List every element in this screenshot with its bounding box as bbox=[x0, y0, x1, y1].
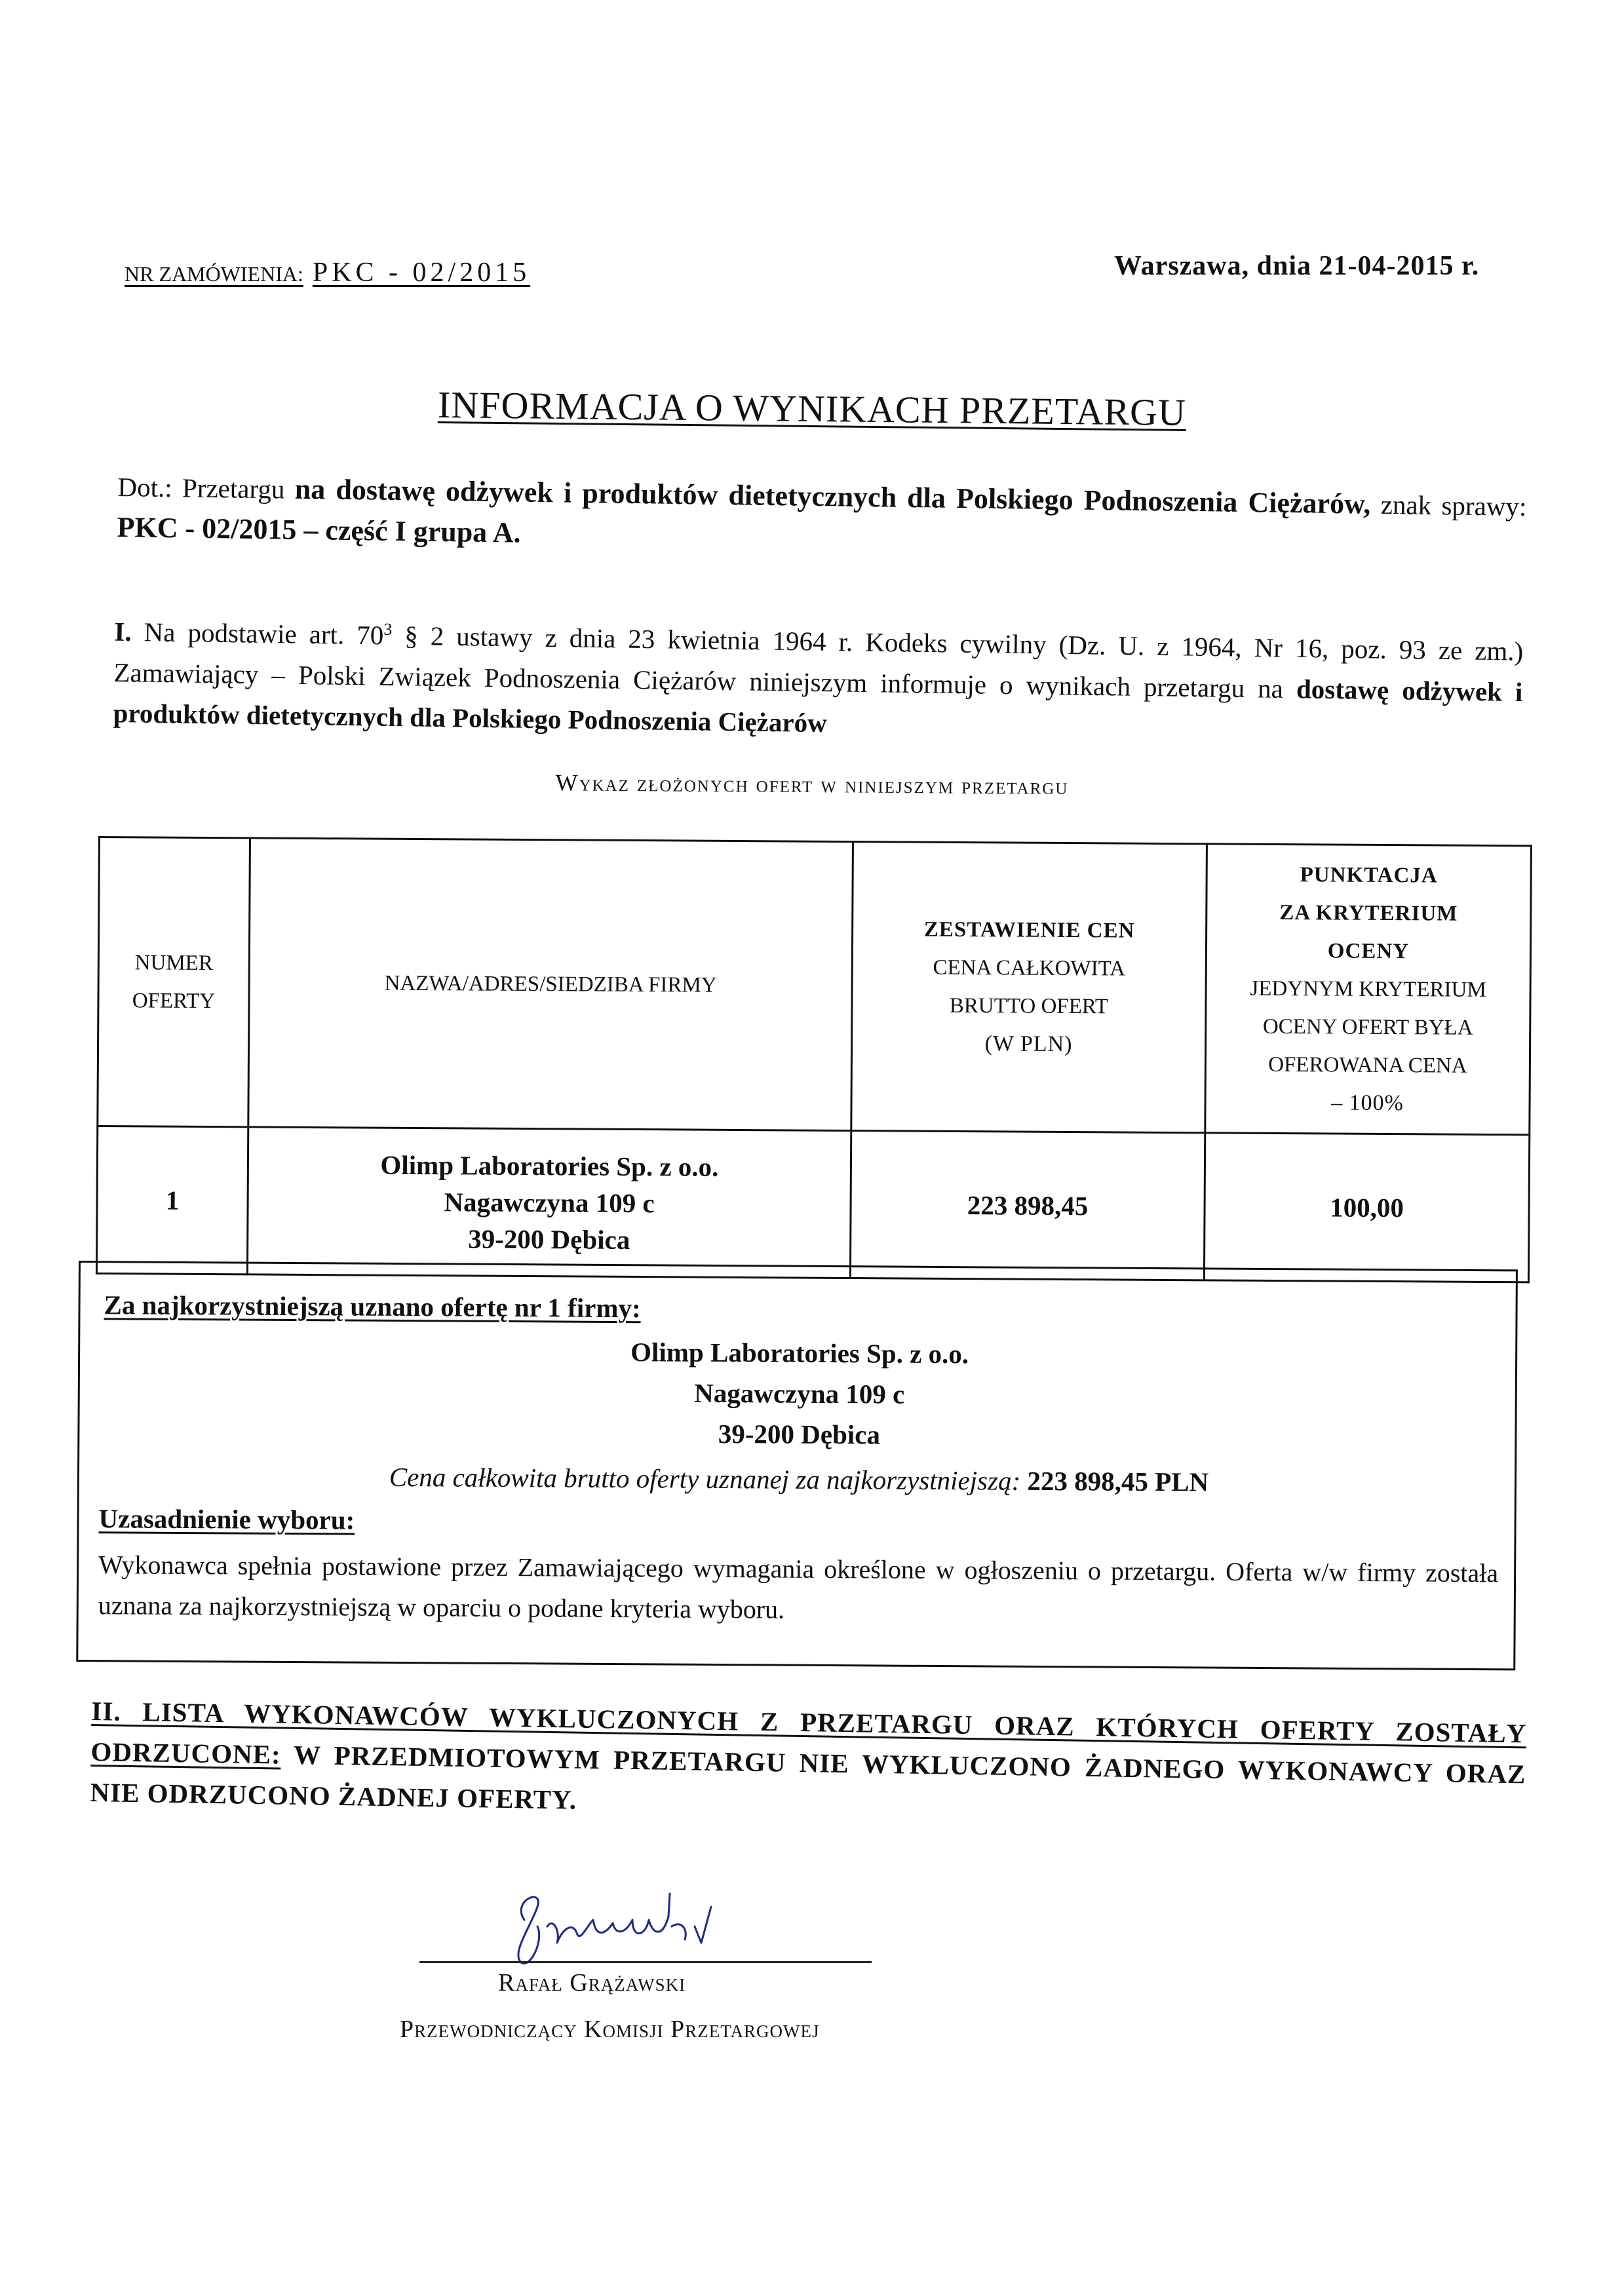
winner-price-label: Cena całkowita brutto oferty uznanej za najkorzystniejszą: bbox=[389, 1461, 1021, 1496]
section-1-numeral: I. bbox=[114, 616, 132, 647]
order-number bbox=[125, 257, 530, 288]
section-1-text-b: § 2 ustawy z dnia 23 kwietnia 1964 r. Kodeks cywilny (Dz. U. z 1964, Nr 16, poz. 93 ze zm.) Zamawiający – Polski Związek Podnoszenia Ciężarów niniejszym informuje o wynikach przetargu na bbox=[113, 620, 1524, 704]
price-cell: 223 898,45 bbox=[850, 1131, 1205, 1280]
winner-price bbox=[79, 1459, 1518, 1499]
offer-number-cell: 1 bbox=[96, 1126, 248, 1274]
winner-title: Za najkorzystniejszą uznano ofertę nr 1 firmy: bbox=[104, 1290, 641, 1324]
header-firm-label: NAZWA/ADRES/SIEDZIBA FIRMY bbox=[384, 971, 717, 997]
subject-case: PKC - 02/2015 – część I grupa A. bbox=[117, 510, 521, 549]
order-number-label: NR ZAMÓWIENIA: bbox=[125, 262, 303, 286]
signer-name: Rafał Grążawski bbox=[498, 1969, 686, 1997]
header-score-title: OCENY bbox=[1327, 939, 1410, 964]
subject-bold: na dostawę odżywek i produktów dietetycznych dla Polskiego Podnoszenia Ciężarów, bbox=[294, 472, 1371, 520]
header-offer-number-line: NUMER bbox=[134, 951, 214, 976]
signature-line bbox=[419, 1961, 872, 1963]
firm-city: 39-200 Dębica bbox=[468, 1223, 630, 1255]
firm-street: Nagawczyna 109 c bbox=[444, 1187, 655, 1219]
document-title bbox=[0, 378, 1624, 439]
handwritten-signature bbox=[498, 1881, 734, 1972]
header-price-line: BRUTTO OFERT bbox=[949, 993, 1109, 1019]
header-firm bbox=[248, 838, 853, 1131]
header-price-line: (W PLN) bbox=[984, 1031, 1073, 1057]
header-price-title: ZESTAWIENIE CEN bbox=[923, 917, 1135, 943]
winner-price-value: 223 898,45 PLN bbox=[1027, 1465, 1209, 1497]
signer-role: Przewodniczący Komisji Przetargowej bbox=[400, 2016, 820, 2043]
justification-text: Wykonawca spełnia postawione przez Zamawiającego wymagania określone w ogłoszeniu o przetargu. Oferta w/w firmy została uznana za najkorzystniejszą w oparciu o podane kryteria wyboru. bbox=[98, 1550, 1499, 1624]
header-score-title: ZA KRYTERIUM bbox=[1279, 901, 1458, 926]
winner-firm-name: Olimp Laboratories Sp. z o.o. bbox=[630, 1337, 969, 1369]
order-number-value: PKC - 02/2015 bbox=[312, 258, 531, 288]
justification-title: Uzasadnienie wyboru: bbox=[98, 1503, 355, 1535]
header-score-title: PUNKTACJA bbox=[1300, 863, 1438, 888]
section-1-bold: dostawę odżywek i produktów dietetycznych dla Polskiego Podnoszenia Ciężarów bbox=[113, 673, 1523, 738]
header-score-line: JEDYNYM KRYTERIUM bbox=[1250, 976, 1486, 1002]
section-1-text-a: Na podstawie art. 70 bbox=[131, 617, 384, 651]
section-1-superscript: 3 bbox=[383, 619, 393, 639]
header-offer-number bbox=[98, 837, 250, 1127]
winner-firm bbox=[79, 1328, 1519, 1459]
subject-paragraph bbox=[117, 467, 1527, 567]
section-2-paragraph bbox=[90, 1691, 1527, 1835]
firm-cell bbox=[247, 1127, 851, 1278]
header-price-line: CENA CAŁKOWITA bbox=[933, 955, 1126, 981]
firm-name: Olimp Laboratories Sp. z o.o. bbox=[380, 1149, 719, 1182]
winner-firm-city: 39-200 Dębica bbox=[718, 1418, 881, 1450]
score-cell: 100,00 bbox=[1204, 1133, 1529, 1282]
header-score bbox=[1205, 844, 1532, 1135]
header-score-line: OFEROWANA CENA bbox=[1268, 1052, 1467, 1078]
document-title-text: INFORMACJA O WYNIKACH PRZETARGU bbox=[437, 383, 1187, 434]
header-offer-number-line: OFERTY bbox=[132, 989, 216, 1014]
header-score-line: – 100% bbox=[1331, 1090, 1404, 1116]
date-line: Warszawa, dnia 21-04-2015 r. bbox=[1114, 251, 1480, 281]
subject-middle: znak sprawy: bbox=[1370, 489, 1527, 522]
section-1-paragraph bbox=[113, 605, 1524, 753]
offers-table bbox=[96, 836, 1532, 1283]
winner-box bbox=[76, 1261, 1518, 1670]
winner-firm-street: Nagawczyna 109 c bbox=[694, 1377, 905, 1409]
table-header-row bbox=[98, 837, 1532, 1135]
table-row bbox=[96, 1126, 1529, 1282]
section-2-underlined: II. LISTA WYKONAWCÓW WYKLUCZONYCH Z PRZETARGU ORAZ KTÓRYCH OFERTY ZOSTAŁY ODRZUCONE: bbox=[90, 1695, 1527, 1770]
subject-prefix: Dot.: Przetargu bbox=[117, 471, 296, 505]
header-price bbox=[851, 842, 1207, 1133]
header-score-line: OCENY OFERT BYŁA bbox=[1262, 1014, 1473, 1040]
offers-heading: Wykaz złożonych ofert w niniejszym przetargu bbox=[555, 769, 1069, 799]
section-2-text: W PRZEDMIOTOWYM PRZETARGU NIE WYKLUCZONO ŻADNEGO WYKONAWCY ORAZ NIE ODRZUCONO ŻADNEJ OFERTY. bbox=[90, 1739, 1526, 1815]
